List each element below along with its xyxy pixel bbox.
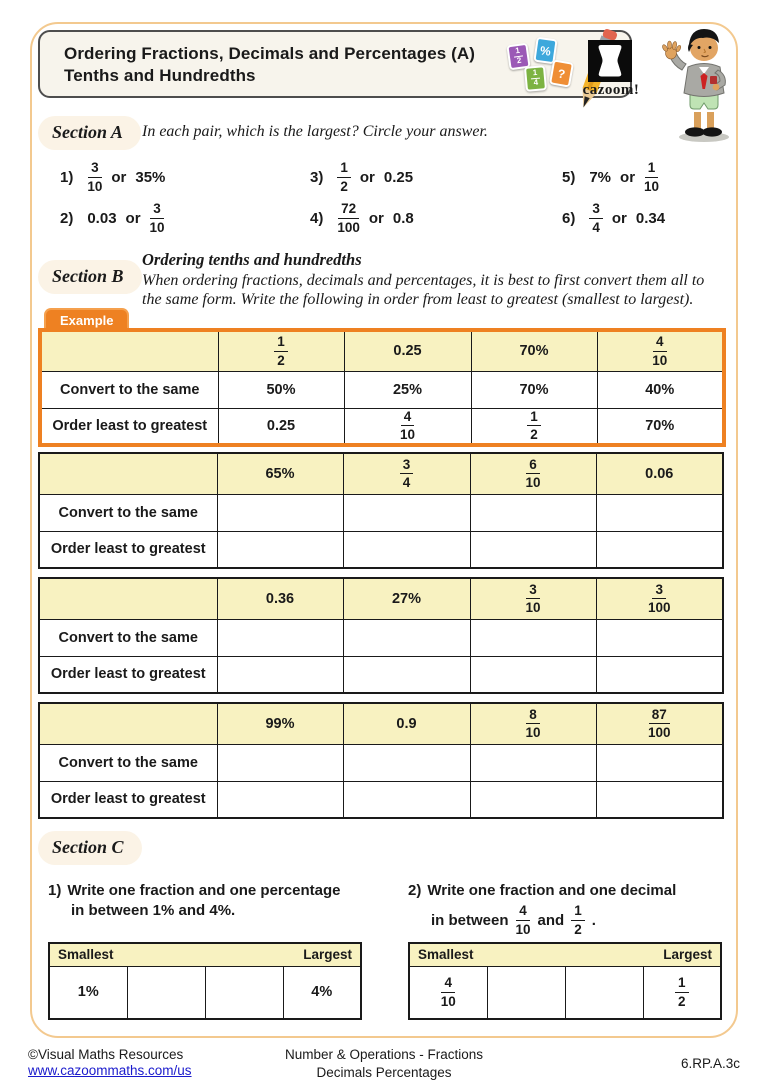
answer-cell [596,656,723,693]
value-cell [470,703,596,744]
text-value: . [591,911,596,929]
fraction-value: $\frac{3}{4}$ [589,201,603,235]
math-tile-%: % [533,37,557,65]
range-body-row [49,966,361,1019]
value-cell [217,578,343,619]
answer-cell [343,494,470,531]
question-2 [408,879,738,937]
text-value: 25% [392,381,423,398]
largest-label: Largest [663,947,712,963]
answer-cell [217,494,343,531]
row-label-cell: Order least to greatest [40,408,218,445]
text-value: or [620,169,636,186]
text-value: 0.8 [392,210,414,227]
row-label-cell: Order least to greatest [39,781,217,818]
problem-4 [310,198,423,239]
answer-cell [596,531,723,568]
section-a-label: Section A [38,116,141,150]
answer-cell [470,619,596,656]
text-value: or [111,169,127,186]
section-c-label: Section C [38,831,142,865]
answer-cell [470,744,596,781]
largest-label: Largest [303,947,352,963]
example-table [38,328,726,447]
answer-cell [343,531,470,568]
text-value: 0.9 [396,715,417,732]
answer-cell [470,656,596,693]
value-cell [343,453,470,494]
range-header-row [409,943,721,966]
row-label-cell [39,703,217,744]
cazoom-logo-text: cazoom! [582,82,640,98]
value-cell [597,408,724,445]
text-value: 0.06 [645,465,674,482]
section-b-heading: Ordering tenths and hundredths [142,250,362,269]
value-cell [597,371,724,408]
fraction-value: $\frac{3}{4}$ [400,457,414,491]
ordering-table-3 [38,702,724,819]
range-header-row [49,943,361,966]
text-value: 70% [519,381,549,398]
value-cell [217,453,343,494]
order-row [39,531,723,568]
ordering-table-2 [38,577,724,694]
row-label-cell [40,330,218,371]
question-1-number: 1) [48,882,62,899]
text-value: 40% [645,381,675,398]
value-cell [596,578,723,619]
question-1 [48,879,378,919]
student-character [652,24,748,146]
answer-cell [470,781,596,818]
text-value: 7% [589,169,612,186]
convert-row [39,744,723,781]
problem-number: 4) [310,210,324,227]
fraction-value: $\frac{1}{10}$ [644,160,660,194]
text-value: or [125,210,141,227]
text-value: and [537,911,565,929]
footer-standard-code: 6.RP.A.3c [680,1056,740,1071]
text-value: 0.34 [635,210,666,227]
range-table-2 [408,942,722,1020]
text-value: in between [431,911,509,929]
section-b-body-2: the same form. Write the following in order from least to greatest (smallest to largest). [142,291,694,308]
fraction-value: $\frac{6}{10}$ [525,456,541,491]
fraction-value: $\frac{72}{100}$ [337,201,360,235]
answer-cell [565,966,643,1019]
text-value: 4% [311,984,333,1001]
answer-cell [217,656,343,693]
footer-topic-line2: Decimals Percentages [316,1065,452,1080]
worksheet-title [64,43,475,87]
smallest-label: Smallest [58,947,114,963]
footer-topic [234,1046,534,1082]
value-cell [344,408,471,445]
fraction-value: $\frac{1}{2}$ [337,160,351,194]
title-line-2: Tenths and Hundredths [64,66,256,85]
answer-cell [217,619,343,656]
value-cell [344,330,471,371]
text-value: 0.25 [266,417,296,434]
row-label-cell: Convert to the same [39,619,217,656]
answer-cell [343,781,470,818]
table-header-row [39,453,723,494]
row-label-cell: Convert to the same [40,371,218,408]
fraction-value: $\frac{87}{100}$ [647,706,671,741]
value-cell [471,371,597,408]
row-label-cell: Convert to the same [39,744,217,781]
value-cell [409,966,487,1019]
answer-cell [596,781,723,818]
answer-cell [343,619,470,656]
fraction-value: $\frac{1}{2}$ [274,334,288,368]
answer-cell [127,966,205,1019]
header-box [38,30,640,98]
answer-cell [470,531,596,568]
text-value: 70% [519,343,549,360]
fraction-value: $\frac{3}{10}$ [87,160,103,194]
math-tile-1-2: 1 2 [506,43,530,71]
text-value: 65% [265,465,295,482]
row-label-cell [39,453,217,494]
fraction-value: $\frac{1}{2}$ [571,903,585,937]
answer-cell [470,494,596,531]
fraction-value: $\frac{8}{10}$ [525,706,541,741]
answer-cell [343,656,470,693]
convert-row [39,494,723,531]
answer-cell [596,494,723,531]
question-2-number: 2) [408,882,422,899]
value-cell [470,578,596,619]
text-value: 0.03 [87,210,117,227]
value-cell [471,330,597,371]
text-value: or [611,210,627,227]
fraction-value: $\frac{3}{10}$ [525,581,541,616]
value-cell [643,966,721,1019]
value-cell [596,703,723,744]
text-value: or [368,210,384,227]
answer-cell [205,966,283,1019]
section-b-label: Section B [38,260,142,294]
range-table-1 [48,942,362,1020]
problem-number: 1) [60,169,74,186]
value-cell [217,703,343,744]
range-header-cell [49,943,361,966]
question-1-line1: Write one fraction and one percentage [67,882,341,899]
text-value: 27% [391,590,422,607]
text-value: 1% [77,984,99,1001]
answer-cell [343,744,470,781]
text-value: 99% [265,715,295,732]
section-b-body-1: When ordering fractions, decimals and percentages, it is best to first convert them all to [142,272,705,289]
text-value: 50% [266,381,296,398]
fraction-value: $\frac{4}{10}$ [652,334,668,368]
question-2-line1: Write one fraction and one decimal [427,882,677,899]
problem-6 [562,198,674,239]
problem-3 [310,157,422,198]
cazoom-logo-mark [588,40,632,82]
text-value: 0.25 [383,169,414,186]
problem-2 [60,198,174,239]
text-value: or [359,169,375,186]
value-cell [343,578,470,619]
answer-cell [487,966,565,1019]
title-line-1: Ordering Fractions, Decimals and Percentages (A) [64,44,476,63]
answer-cell [217,744,343,781]
value-cell [344,371,471,408]
table-header-row [39,578,723,619]
value-cell [218,371,344,408]
order-row [40,408,724,445]
answer-cell [596,619,723,656]
problem-5 [562,157,668,198]
problem-number: 6) [562,210,576,227]
fraction-value: $\frac{3}{10}$ [149,201,165,235]
footer-copyright: ©Visual Maths Resources [28,1047,184,1062]
convert-row [40,371,724,408]
problem-number: 2) [60,210,74,227]
math-tile-1-4: 1 4 [524,65,547,92]
fraction-value: $\frac{3}{100}$ [647,581,671,616]
order-row [39,656,723,693]
fraction-value: $\frac{1}{2}$ [675,975,689,1009]
row-label-cell: Order least to greatest [39,531,217,568]
problem-number: 3) [310,169,324,186]
order-row [39,781,723,818]
value-cell [470,453,596,494]
example-tab: Example [44,308,129,332]
value-cell [218,408,344,445]
value-cell [471,408,597,445]
table-header-row [39,703,723,744]
value-cell [218,330,344,371]
math-tile-?: ? [549,59,574,87]
row-label-cell: Convert to the same [39,494,217,531]
section-a-instruction: In each pair, which is the largest? Circle your answer. [142,123,488,140]
table-header-row [40,330,724,371]
value-cell [343,703,470,744]
fraction-value: $\frac{4}{10}$ [399,408,416,443]
problem-number: 5) [562,169,576,186]
question-1-line2: in between 1% and 4%. [71,902,236,919]
value-cell [597,330,724,371]
text-value: 35% [135,169,166,186]
footer-topic-line1: Number & Operations - Fractions [284,1047,484,1062]
text-value: 0.25 [393,343,422,360]
fraction-value: $\frac{4}{10}$ [440,975,456,1009]
text-value: 0.36 [265,590,295,607]
value-cell [283,966,361,1019]
ordering-table-1 [38,452,724,569]
value-cell [49,966,127,1019]
answer-cell [596,744,723,781]
fraction-value: $\frac{4}{10}$ [515,903,531,937]
range-header-cell [409,943,721,966]
fraction-value: $\frac{1}{2}$ [527,409,541,443]
question-2-line2 [408,903,738,937]
footer-link[interactable]: www.cazoommaths.com/us [28,1063,192,1078]
smallest-label: Smallest [418,947,474,963]
problem-1 [60,157,174,198]
row-label-cell [39,578,217,619]
convert-row [39,619,723,656]
answer-cell [217,781,343,818]
text-value: 70% [645,417,675,434]
value-cell [596,453,723,494]
answer-cell [217,531,343,568]
row-label-cell: Order least to greatest [39,656,217,693]
range-body-row [409,966,721,1019]
